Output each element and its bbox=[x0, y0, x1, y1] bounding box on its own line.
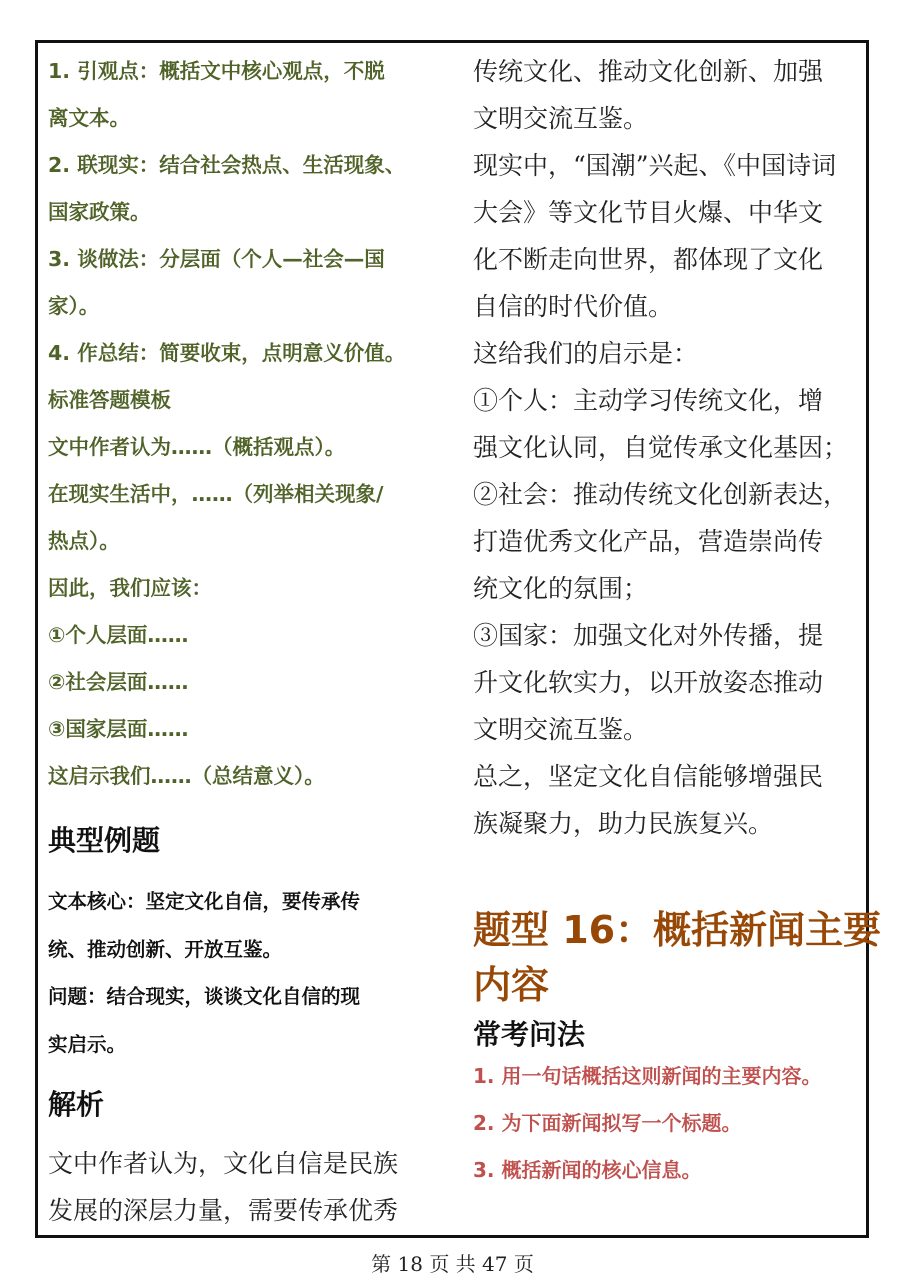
example-line: 问题：结合现实，谈谈文化自信的现 bbox=[48, 985, 361, 1008]
answer-line: 化不断走向世界，都体现了文化 bbox=[473, 245, 824, 274]
template-line: 在现实生活中，……（列举相关现象/ bbox=[48, 482, 384, 506]
question-list bbox=[473, 1053, 821, 1194]
template-line: ③国家层面…… bbox=[48, 717, 189, 741]
example-line: 统、推动创新、开放互鉴。 bbox=[48, 937, 283, 961]
template-line: 因此，我们应该： bbox=[48, 576, 212, 600]
answer-line: 大会》等文化节目火爆、中华文 bbox=[473, 198, 824, 227]
answer-line: 这给我们的启示是： bbox=[473, 339, 699, 368]
answer-line: 文明交流互鉴。 bbox=[473, 104, 649, 133]
template-line: 文中作者认为……（概括观点）。 bbox=[48, 435, 346, 459]
template-line: 热点）。 bbox=[48, 529, 120, 553]
template-line: ②社会层面…… bbox=[48, 670, 189, 694]
answer-line: ①个人：主动学习传统文化，增 bbox=[473, 386, 824, 415]
step-1-line-1: 1. 引观点：概括文中核心观点，不脱 bbox=[48, 59, 385, 83]
analysis-block bbox=[48, 1140, 398, 1234]
analysis-heading: 解析 bbox=[48, 1088, 105, 1121]
answer-line: ③国家：加强文化对外传播，提 bbox=[473, 621, 824, 650]
template-title: 标准答题模板 bbox=[48, 388, 171, 412]
common-questions-heading: 常考问法 bbox=[473, 1018, 586, 1051]
answer-line: 族凝聚力，助力民族复兴。 bbox=[473, 809, 774, 838]
page-number: 第 18 页 共 47 页 bbox=[371, 1252, 534, 1276]
answer-line: 升文化软实力，以开放姿态推动 bbox=[473, 668, 824, 697]
example-line: 实启示。 bbox=[48, 1032, 127, 1056]
step-2-line-1: 2. 联现实：结合社会热点、生活现象、 bbox=[48, 153, 406, 177]
answer-line: 统文化的氛围； bbox=[473, 574, 649, 603]
page-frame bbox=[35, 40, 882, 1238]
answer-line: ②社会：推动传统文化创新表达， bbox=[473, 480, 849, 509]
answer-block bbox=[473, 48, 848, 847]
step-3-line-1: 3. 谈做法：分层面（个人—社会—国 bbox=[48, 247, 385, 271]
answer-line: 强文化认同，自觉传承文化基因； bbox=[473, 433, 849, 462]
example-heading: 典型例题 bbox=[48, 824, 161, 857]
answer-line: 传统文化、推动文化创新、加强 bbox=[473, 57, 824, 86]
step-1-line-2: 离文本。 bbox=[48, 106, 130, 130]
step-4-line-1: 4. 作总结：简要收束，点明意义价值。 bbox=[48, 341, 406, 365]
analysis-line: 发展的深层力量，需要传承优秀 bbox=[48, 1196, 399, 1225]
step-2-line-2: 国家政策。 bbox=[48, 200, 151, 224]
answer-line: 现实中，“国潮”兴起、《中国诗词 bbox=[473, 151, 837, 180]
analysis-line: 文中作者认为，文化自信是民族 bbox=[48, 1149, 399, 1178]
answer-line: 打造优秀文化产品，营造崇尚传 bbox=[473, 527, 824, 556]
template-line: ①个人层面…… bbox=[48, 623, 189, 647]
answer-line: 总之，坚定文化自信能够增强民 bbox=[473, 762, 824, 791]
answer-line: 自信的时代价值。 bbox=[473, 292, 674, 321]
template-line: 这启示我们……（总结意义）。 bbox=[48, 764, 325, 788]
answer-line: 文明交流互鉴。 bbox=[473, 715, 649, 744]
question-type-title bbox=[473, 903, 881, 1013]
example-block bbox=[48, 878, 360, 1068]
type-heading-line-2: 内容 bbox=[473, 963, 550, 1007]
question-item: 1. 用一句话概括这则新闻的主要内容。 bbox=[473, 1064, 822, 1088]
example-line: 文本核心：坚定文化自信，要传承传 bbox=[48, 890, 361, 913]
answer-steps bbox=[48, 48, 405, 800]
question-item: 3. 概括新闻的核心信息。 bbox=[473, 1158, 702, 1182]
step-3-line-2: 家）。 bbox=[48, 294, 100, 318]
question-item: 2. 为下面新闻拟写一个标题。 bbox=[473, 1111, 742, 1135]
type-heading-line-1: 题型 16：概括新闻主要 bbox=[473, 908, 882, 952]
